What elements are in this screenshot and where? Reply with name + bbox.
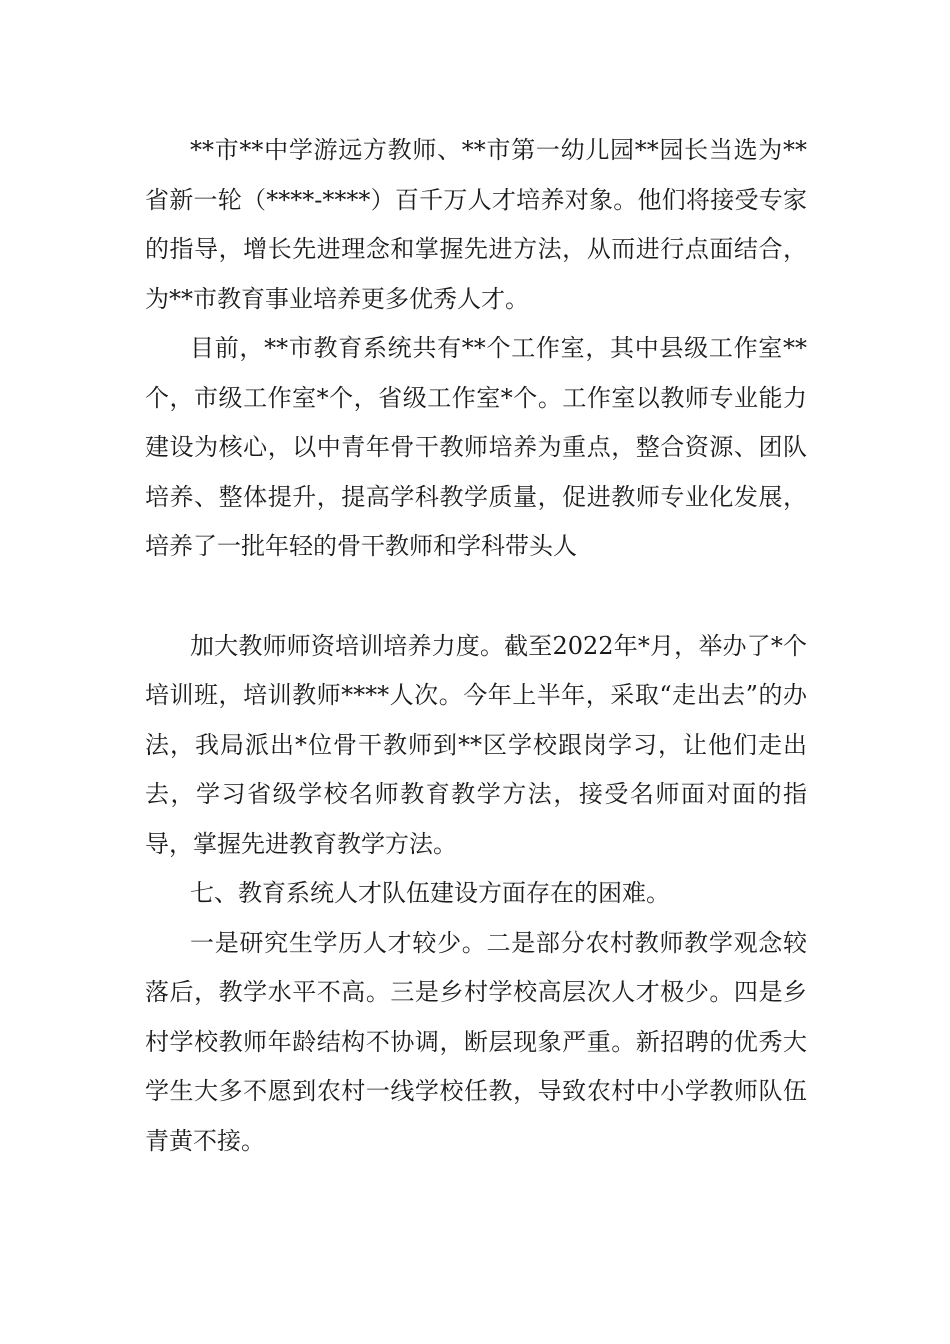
document-body — [145, 126, 807, 1166]
paragraph-training: 加大教师师资培训培养力度。截至2022年*月，举办了*个培训班，培训教师****人次。今年上半年，采取“走出去”的办法，我局派出*位骨干教师到**区学校跟岗学习，让他们走出去，学习省级学校名师教育教学方法，接受名师面对面的指导，掌握先进教育教学方法。 — [145, 631, 807, 858]
paragraph-difficulties: 一是研究生学历人才较少。二是部分农村教师教学观念较落后，教学水平不高。三是乡村学校高层次人才极少。四是乡村学校教师年龄结构不协调，断层现象严重。新招聘的优秀大学生大多不愿到农村一线学校任教，导致农村中小学教师队伍青黄不接。 — [145, 928, 807, 1155]
paragraph-studios: 目前，**市教育系统共有**个工作室，其中县级工作室**个，市级工作室*个，省级工作室*个。工作室以教师专业能力建设为核心，以中青年骨干教师培养为重点，整合资源、团队培养、整体提升，提高学科教学质量，促进教师专业化发展，培养了一批年轻的骨干教师和学科带头人 — [145, 334, 807, 560]
section-heading-difficulties: 七、教育系统人才队伍建设方面存在的困难。 — [190, 879, 670, 907]
paragraph-spacer — [145, 572, 807, 622]
paragraph-talent-selection: **市**中学游远方教师、**市第一幼儿园**园长当选为**省新一轮（****-****）百千万人才培养对象。他们将接受专家的指导，增长先进理念和掌握先进方法，从而进行点面结合，为**市教育事业培养更多优秀人才。 — [145, 136, 807, 313]
